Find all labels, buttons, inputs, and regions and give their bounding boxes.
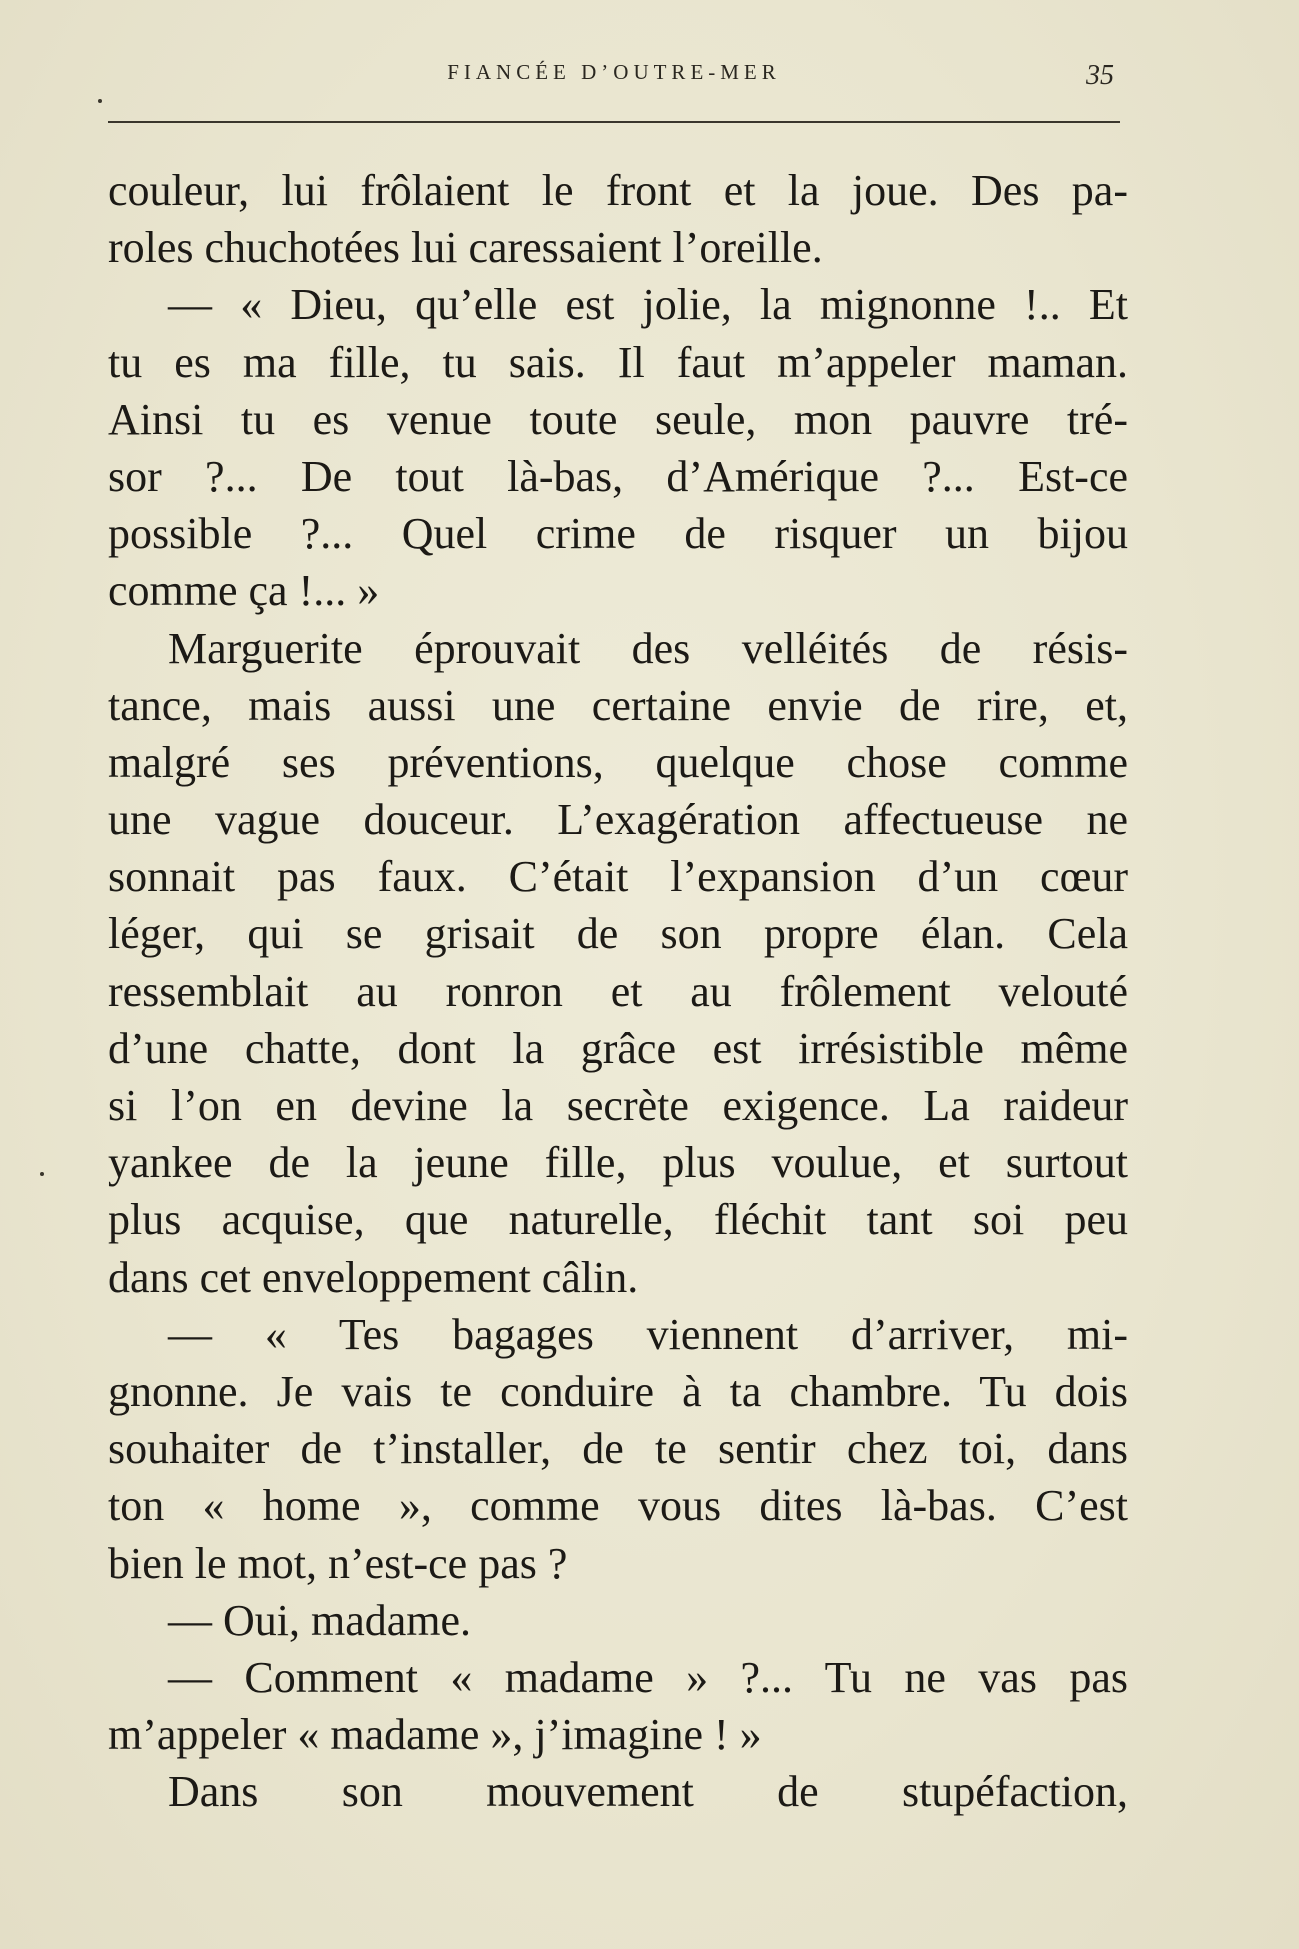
text-line: — « Tes bagages viennent d’arriver, mi- bbox=[168, 1309, 1128, 1359]
text-line: Ainsi tu es venue toute seule, mon pauvre tré- bbox=[108, 394, 1128, 444]
header-rule bbox=[108, 121, 1120, 123]
text-line: sonnait pas faux. C’était l’expansion d’un cœur bbox=[108, 852, 1128, 902]
text-line: léger, qui se grisait de son propre élan. Cela bbox=[108, 909, 1128, 959]
text-line: gnonne. Je vais te conduire à ta chambre. Tu dois bbox=[108, 1366, 1128, 1416]
text-line: tu es ma fille, tu sais. Il faut m’appeler maman. bbox=[108, 337, 1128, 387]
text-line: — Oui, madame. bbox=[168, 1595, 472, 1645]
body-text bbox=[108, 162, 1128, 1820]
text-line: d’une chatte, dont la grâce est irrésistible même bbox=[108, 1023, 1128, 1073]
text-line: Marguerite éprouvait des velléités de résis- bbox=[168, 623, 1128, 673]
text-line: comme ça !... » bbox=[108, 566, 380, 616]
text-line: ressemblait au ronron et au frôlement velouté bbox=[108, 966, 1128, 1016]
text-line: Dans son mouvement de stupéfaction, bbox=[168, 1767, 1128, 1817]
text-line: yankee de la jeune fille, plus voulue, et surtout bbox=[108, 1138, 1128, 1188]
text-line: plus acquise, que naturelle, fléchit tant soi peu bbox=[108, 1195, 1128, 1245]
text-line: — « Dieu, qu’elle est jolie, la mignonne !.. Et bbox=[168, 280, 1128, 330]
text-line: couleur, lui frôlaient le front et la joue. Des pa- bbox=[108, 166, 1128, 215]
text-line: tance, mais aussi une certaine envie de rire, et, bbox=[108, 680, 1128, 730]
print-speck bbox=[40, 1172, 44, 1176]
running-title: FIANCÉE D’OUTRE-MER bbox=[447, 60, 781, 84]
text-line: bien le mot, n’est-ce pas ? bbox=[108, 1538, 568, 1588]
text-line: sor ?... De tout là-bas, d’Amérique ?... Est-ce bbox=[108, 451, 1128, 501]
text-line: roles chuchotées lui caressaient l’oreille. bbox=[108, 223, 823, 273]
text-line: m’appeler « madame », j’imagine ! » bbox=[108, 1710, 762, 1760]
text-line: une vague douceur. L’exagération affectueuse ne bbox=[108, 795, 1128, 845]
text-line: — Comment « madame » ?... Tu ne vas pas bbox=[168, 1652, 1128, 1702]
running-head bbox=[108, 56, 1120, 96]
text-line: souhaiter de t’installer, de te sentir chez toi, dans bbox=[108, 1424, 1128, 1474]
text-line: si l’on en devine la secrète exigence. La raideur bbox=[108, 1081, 1128, 1130]
text-line: possible ?... Quel crime de risquer un bijou bbox=[108, 509, 1128, 559]
text-line: malgré ses préventions, quelque chose comme bbox=[108, 737, 1128, 787]
text-line: dans cet enveloppement câlin. bbox=[108, 1252, 639, 1302]
page-number: 35 bbox=[1086, 60, 1114, 91]
print-speck bbox=[98, 99, 102, 103]
text-line: ton « home », comme vous dites là-bas. C’est bbox=[108, 1481, 1128, 1531]
